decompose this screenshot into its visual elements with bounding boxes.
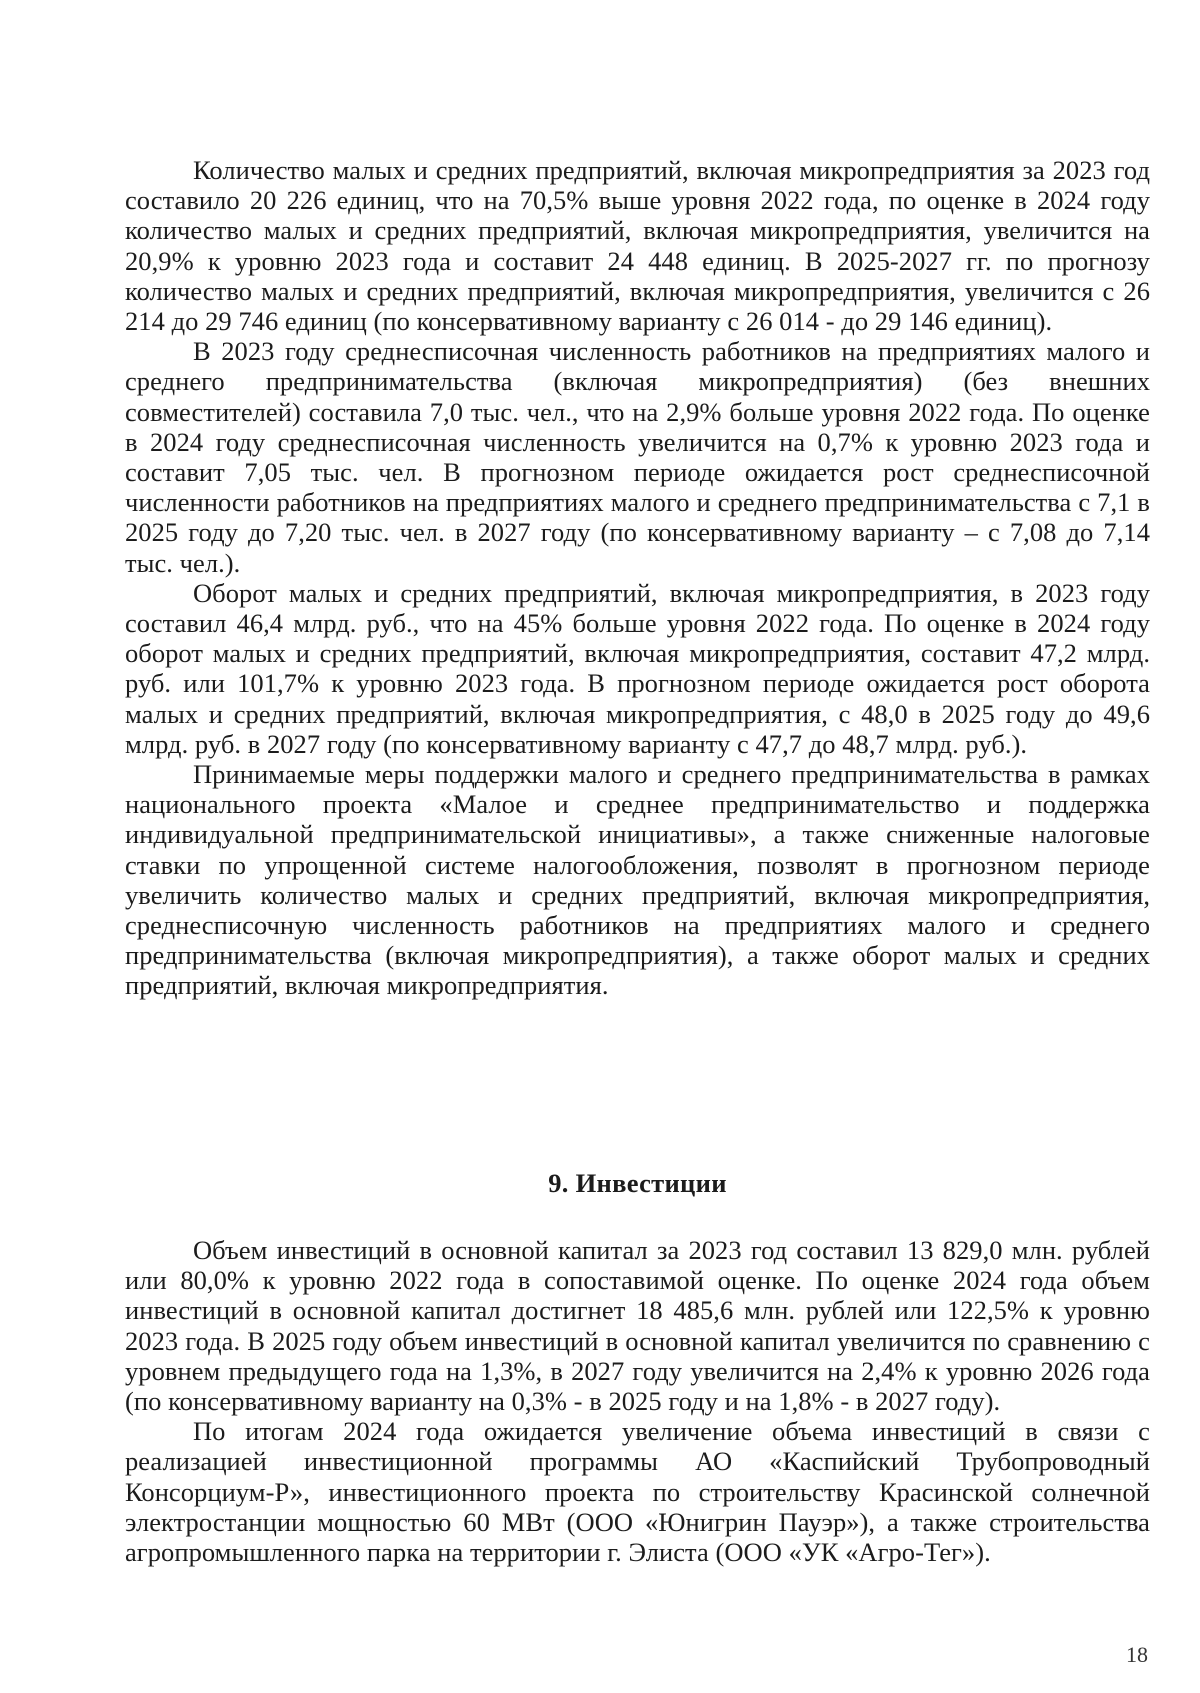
paragraph-sme-employment: В 2023 году среднесписочная численность работников на предприятиях малого и среднего предпринимательства (включая микропредприятия) (без внешних совместителей) составила 7,0 тыс. чел., что на 2,9% больше уровня 2022 года. По оценке в 2024 году среднесписочная численность увеличится на 0,7% к уровню 2023 года и составит 7,05 тыс. чел. В прогнозном периоде ожидается рост среднесписочной численности работников на предприятиях малого и среднего предпринимательства с 7,1 в 2025 году до 7,20 тыс. чел. в 2027 году (по консервативному варианту – с 7,08 до 7,14 тыс. чел.).	[125, 336, 1150, 578]
paragraph-sme-count: Количество малых и средних предприятий, включая микропредприятия за 2023 год составило 20 226 единиц, что на 70,5% выше уровня 2022 года, по оценке в 2024 году количество малых и средних предприятий, включая микропредприятия, увеличится на 20,9% к уровню 2023 года и составит 24 448 единиц. В 2025-2027 гг. по прогнозу количество малых и средних предприятий, включая микропредприятия, увеличится с 26 214 до 29 746 единиц (по консервативному варианту с 26 014 - до 29 146 единиц).	[125, 155, 1150, 337]
page-number: 18	[1126, 1642, 1148, 1667]
paragraph-sme-turnover: Оборот малых и средних предприятий, включая микропредприятия, в 2023 году составил 46,4 млрд. руб., что на 45% больше уровня 2022 года. По оценке в 2024 году оборот малых и средних предприятий, включая микропредприятия, составит 47,2 млрд. руб. или 101,7% к уровню 2023 года. В прогнозном периоде ожидается рост оборота малых и средних предприятий, включая микропредприятия, с 48,0 в 2025 году до 49,6 млрд. руб. в 2027 году (по консервативному варианту с 47,7 до 48,7 млрд. руб.).	[125, 577, 1150, 759]
paragraph-investment-projects: По итогам 2024 года ожидается увеличение объема инвестиций в связи с реализацией инвестиционной программы АО «Каспийский Трубопроводный Консорциум-Р», инвестиционного проекта по строительству Красинской солнечной электростанции мощностью 60 МВт (ООО «Юнигрин Пауэр»), а также строительства агропромышленного парка на территории г. Элиста (ООО «УК «Агро-Тег»).	[125, 1416, 1150, 1568]
paragraph-investment-volume: Объем инвестиций в основной капитал за 2023 год составил 13 829,0 млн. рублей или 80,0% к уровню 2022 года в сопоставимой оценке. По оценке 2024 года объем инвестиций в основной капитал достигнет 18 485,6 млн. рублей или 122,5% к уровню 2023 года. В 2025 году объем инвестиций в основной капитал увеличится по сравнению с уровнем предыдущего года на 1,3%, в 2027 году увеличится на 2,4% к уровню 2026 года (по консервативному варианту на 0,3% - в 2025 году и на 1,8% - в 2027 году).	[125, 1235, 1150, 1417]
investments-section	[125, 1235, 1150, 1567]
msp-section	[125, 155, 1150, 1001]
section-heading-investments: 9. Инвестиции	[548, 1168, 727, 1198]
paragraph-sme-support: Принимаемые меры поддержки малого и среднего предпринимательства в рамках национального проекта «Малое и среднее предпринимательство и поддержка индивидуальной предпринимательской инициативы», а также сниженные налоговые ставки по упрощенной системе налогообложения, позволят в прогнозном периоде увеличить количество малых и средних предприятий, включая микропредприятия, среднесписочную численность работников на предприятиях малого и среднего предпринимательства (включая микропредприятия), а также оборот малых и средних предприятий, включая микропредприятия.	[125, 759, 1150, 1001]
